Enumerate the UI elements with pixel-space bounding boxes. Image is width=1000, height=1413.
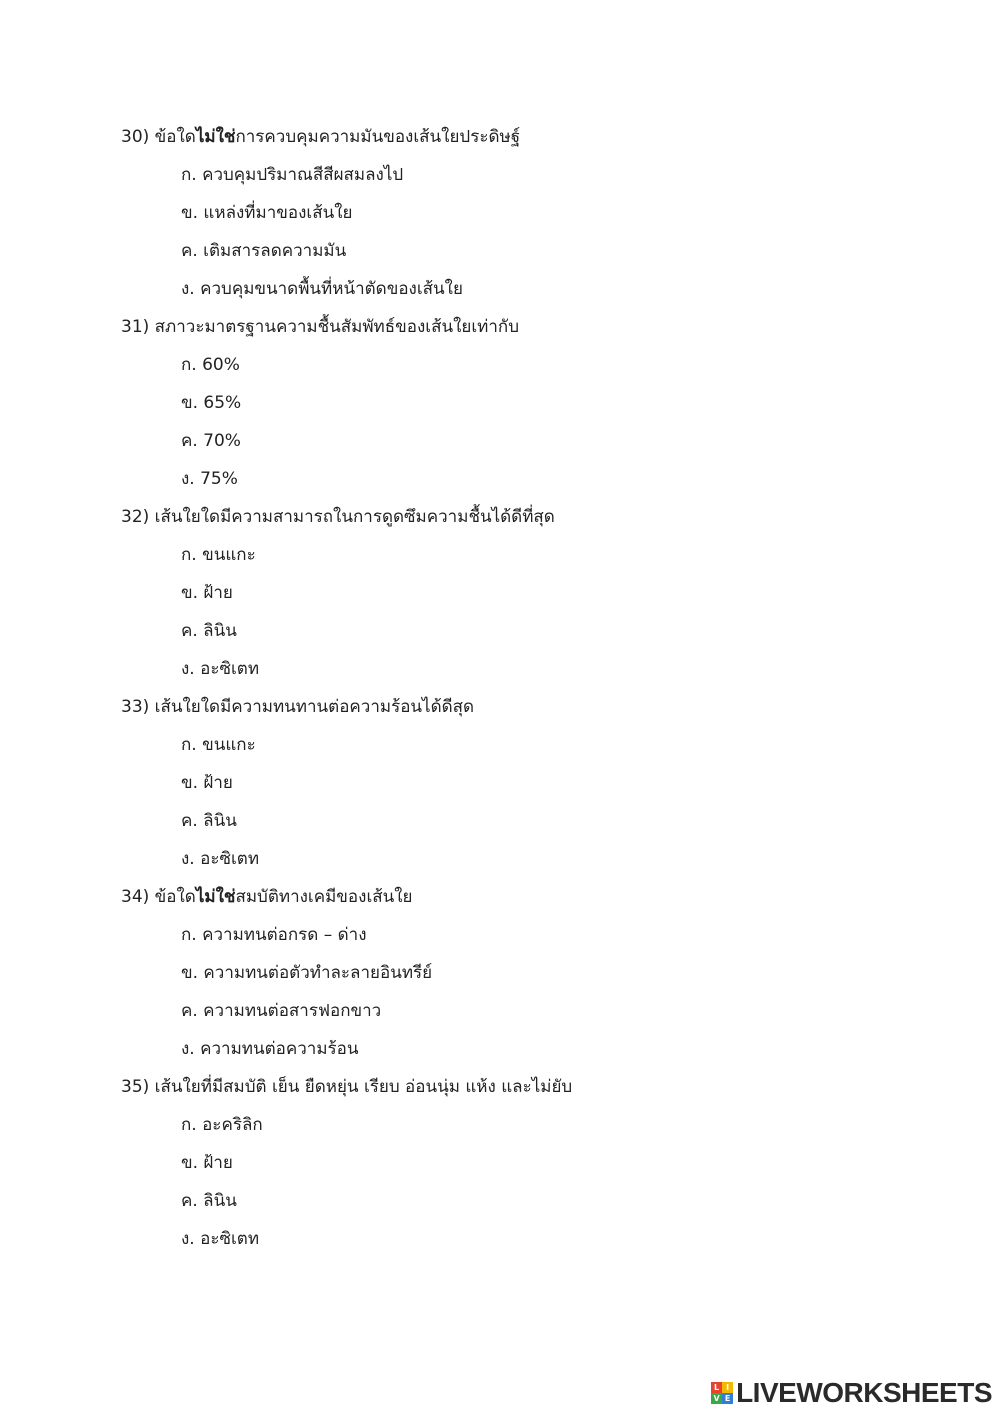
answer-option: ข. ความทนต่อตัวทำละลายอินทรีย์ [181, 963, 433, 983]
liveworksheets-logo-icon [711, 1382, 733, 1404]
answer-option: ก. อะคริลิก [181, 1115, 263, 1135]
answer-option: ข. ฝ้าย [181, 583, 233, 603]
answer-option: ข. แหล่งที่มาของเส้นใย [181, 203, 353, 223]
question-text: 31) สภาวะมาตรฐานความชื้นสัมพัทธ์ของเส้นใยเท่ากับ [121, 317, 519, 337]
answer-option: ง. 75% [181, 469, 238, 489]
question-34 [0, 878, 1000, 1068]
answer-option: ค. ลินิน [181, 1191, 237, 1211]
logo-letter: L [711, 1382, 722, 1393]
answer-option: ก. ขนแกะ [181, 545, 256, 565]
answer-option: ง. อะซิเตท [181, 849, 260, 869]
answer-option: ก. ขนแกะ [181, 735, 256, 755]
worksheet [0, 118, 1000, 1258]
question-30 [0, 118, 1000, 308]
answer-option: ก. ควบคุมปริมาณสีสีผสมลงไป [181, 165, 404, 185]
answer-option: ค. ลินิน [181, 811, 237, 831]
answer-option: ข. 65% [181, 393, 242, 413]
logo-letter: E [722, 1393, 733, 1404]
answer-option: ก. 60% [181, 355, 240, 375]
logo-letter: I [722, 1382, 733, 1393]
answer-option: ก. ความทนต่อกรด – ด่าง [181, 925, 367, 945]
question-text: 34) ข้อใดไม่ใช่สมบัติทางเคมีของเส้นใย [121, 887, 413, 907]
answer-option: ค. 70% [181, 431, 241, 451]
logo-letter: V [711, 1393, 722, 1404]
answer-option: ง. อะซิเตท [181, 1229, 260, 1249]
answer-option: ค. เติมสารลดความมัน [181, 241, 347, 261]
answer-option: ข. ฝ้าย [181, 1153, 233, 1173]
question-text: 33) เส้นใยใดมีความทนทานต่อความร้อนได้ดีสุด [121, 697, 475, 717]
question-32 [0, 498, 1000, 688]
answer-option: ค. ลินิน [181, 621, 237, 641]
answer-option: ค. ความทนต่อสารฟอกขาว [181, 1001, 382, 1021]
question-35 [0, 1068, 1000, 1258]
liveworksheets-logo[interactable] [711, 1377, 992, 1409]
question-text: 35) เส้นใยที่มีสมบัติ เย็น ยืดหยุ่น เรียบ อ่อนนุ่ม แห้ง และไม่ยับ [121, 1077, 573, 1097]
brand-name: LIVEWORKSHEETS [736, 1377, 992, 1408]
question-text: 30) ข้อใดไม่ใช่การควบคุมความมันของเส้นใยประดิษฐ์ [121, 127, 521, 147]
answer-option: ง. ความทนต่อความร้อน [181, 1039, 359, 1059]
question-31 [0, 308, 1000, 498]
answer-option: ข. ฝ้าย [181, 773, 233, 793]
question-33 [0, 688, 1000, 878]
question-text: 32) เส้นใยใดมีความสามารถในการดูดซึมความชื้นได้ดีที่สุด [121, 507, 555, 527]
answer-option: ง. อะซิเตท [181, 659, 260, 679]
answer-option: ง. ควบคุมขนาดพื้นที่หน้าตัดของเส้นใย [181, 279, 463, 299]
